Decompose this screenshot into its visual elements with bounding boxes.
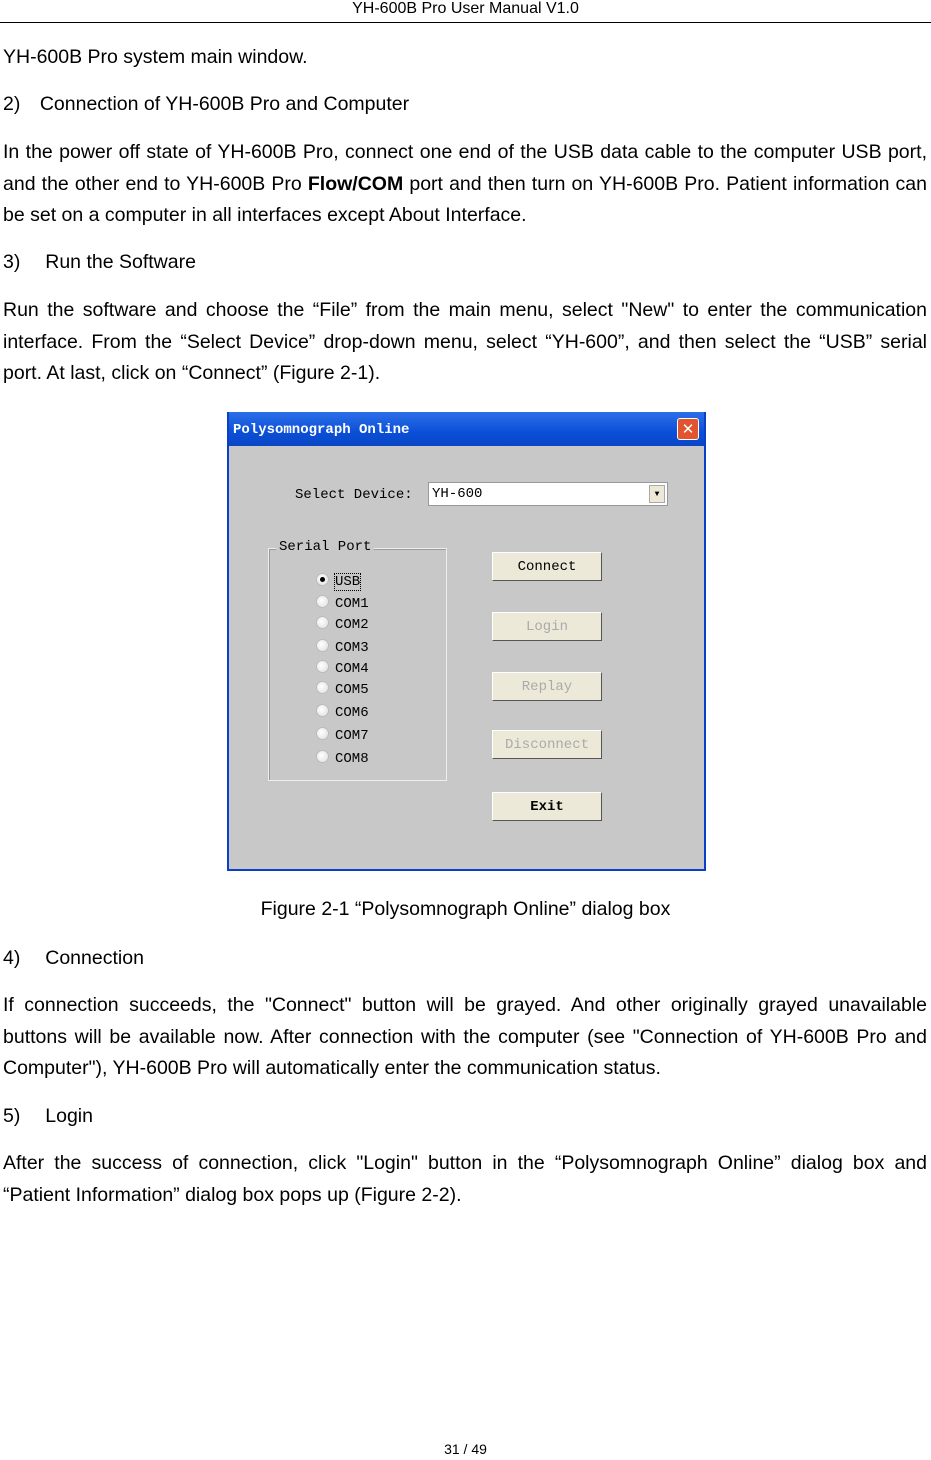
- radio-label: USB: [335, 574, 361, 590]
- radio-icon: [316, 750, 329, 763]
- disconnect-button[interactable]: Disconnect: [492, 730, 602, 759]
- section-heading: 5) Login: [3, 1105, 93, 1127]
- radio-com6[interactable]: [316, 704, 369, 722]
- radio-com3[interactable]: [316, 639, 369, 657]
- radio-com2[interactable]: [316, 616, 369, 634]
- radio-usb[interactable]: [316, 573, 360, 591]
- radio-label: COM3: [335, 640, 369, 656]
- radio-icon: [316, 639, 329, 652]
- select-device-label: Select Device:: [295, 487, 413, 503]
- serial-port-label: Serial Port: [276, 539, 374, 555]
- login-button[interactable]: Login: [492, 612, 602, 641]
- radio-label: COM4: [335, 661, 369, 677]
- radio-label: COM8: [335, 751, 369, 767]
- radio-label: COM2: [335, 617, 369, 633]
- radio-label: COM5: [335, 682, 369, 698]
- section-heading: 4) Connection: [3, 947, 144, 969]
- radio-label: COM7: [335, 728, 369, 744]
- text: In the power off state of YH-600B Pro, connect one end of the USB data cable to the computer USB port, and the other end to YH-600B Pro: [3, 141, 927, 195]
- title-bar: [229, 412, 704, 446]
- radio-label: COM1: [335, 596, 369, 612]
- radio-com8[interactable]: [316, 750, 369, 768]
- radio-icon: [316, 727, 329, 740]
- paragraph: After the success of connection, click "Login" button in the “Polysomnograph Online” dialog box and “Patient Information” dialog box pops up (Figure 2-2).: [3, 1152, 927, 1206]
- radio-icon: [316, 660, 329, 673]
- page-number: 31 / 49: [444, 1441, 487, 1457]
- bold-text: Flow/COM: [307, 172, 404, 195]
- section-heading: 3) Run the Software: [3, 251, 196, 273]
- exit-button[interactable]: Exit: [492, 792, 602, 821]
- radio-icon: [316, 681, 329, 694]
- radio-com4[interactable]: [316, 660, 369, 678]
- dialog-title: Polysomnograph Online: [233, 422, 410, 438]
- radio-label: COM6: [335, 705, 369, 721]
- device-select[interactable]: [428, 482, 668, 506]
- close-icon[interactable]: ✕: [677, 418, 699, 440]
- radio-com7[interactable]: [316, 727, 369, 745]
- paragraph: Run the software and choose the “File” from the main menu, select "New" to enter the communication interface. From the “Select Device” drop-down menu, select “YH-600”, and then select the “USB” serial port. At last, click on “Connect” (Figure 2-1).: [3, 299, 927, 384]
- paragraph: [3, 137, 927, 232]
- radio-checked-icon: [316, 573, 329, 586]
- radio-com1[interactable]: [316, 595, 369, 613]
- section-heading: 2) Connection of YH-600B Pro and Computer: [3, 93, 410, 115]
- replay-button[interactable]: Replay: [492, 672, 602, 701]
- paragraph: If connection succeeds, the "Connect" button will be grayed. And other originally grayed unavailable buttons will be available now. After connection with the computer (see "Connection of YH-600B Pro and Computer"), YH-600B Pro will automatically enter the communication status.: [3, 994, 927, 1079]
- radio-icon: [316, 616, 329, 629]
- radio-com5[interactable]: [316, 681, 369, 699]
- connect-button[interactable]: Connect: [492, 552, 602, 581]
- figure-caption: Figure 2-1 “Polysomnograph Online” dialog box: [260, 898, 671, 920]
- paragraph: YH-600B Pro system main window.: [3, 46, 308, 68]
- device-value: YH-600: [432, 486, 483, 502]
- radio-icon: [316, 595, 329, 608]
- polysomnograph-online-dialog: [227, 412, 706, 871]
- page-header: YH-600B Pro User Manual V1.0: [0, 0, 931, 23]
- text: port and then turn on YH-600B Pro. Patient information can be set on a computer in all interfaces except About Interface.: [3, 172, 927, 226]
- radio-icon: [316, 704, 329, 717]
- chevron-down-icon[interactable]: ▼: [649, 485, 665, 503]
